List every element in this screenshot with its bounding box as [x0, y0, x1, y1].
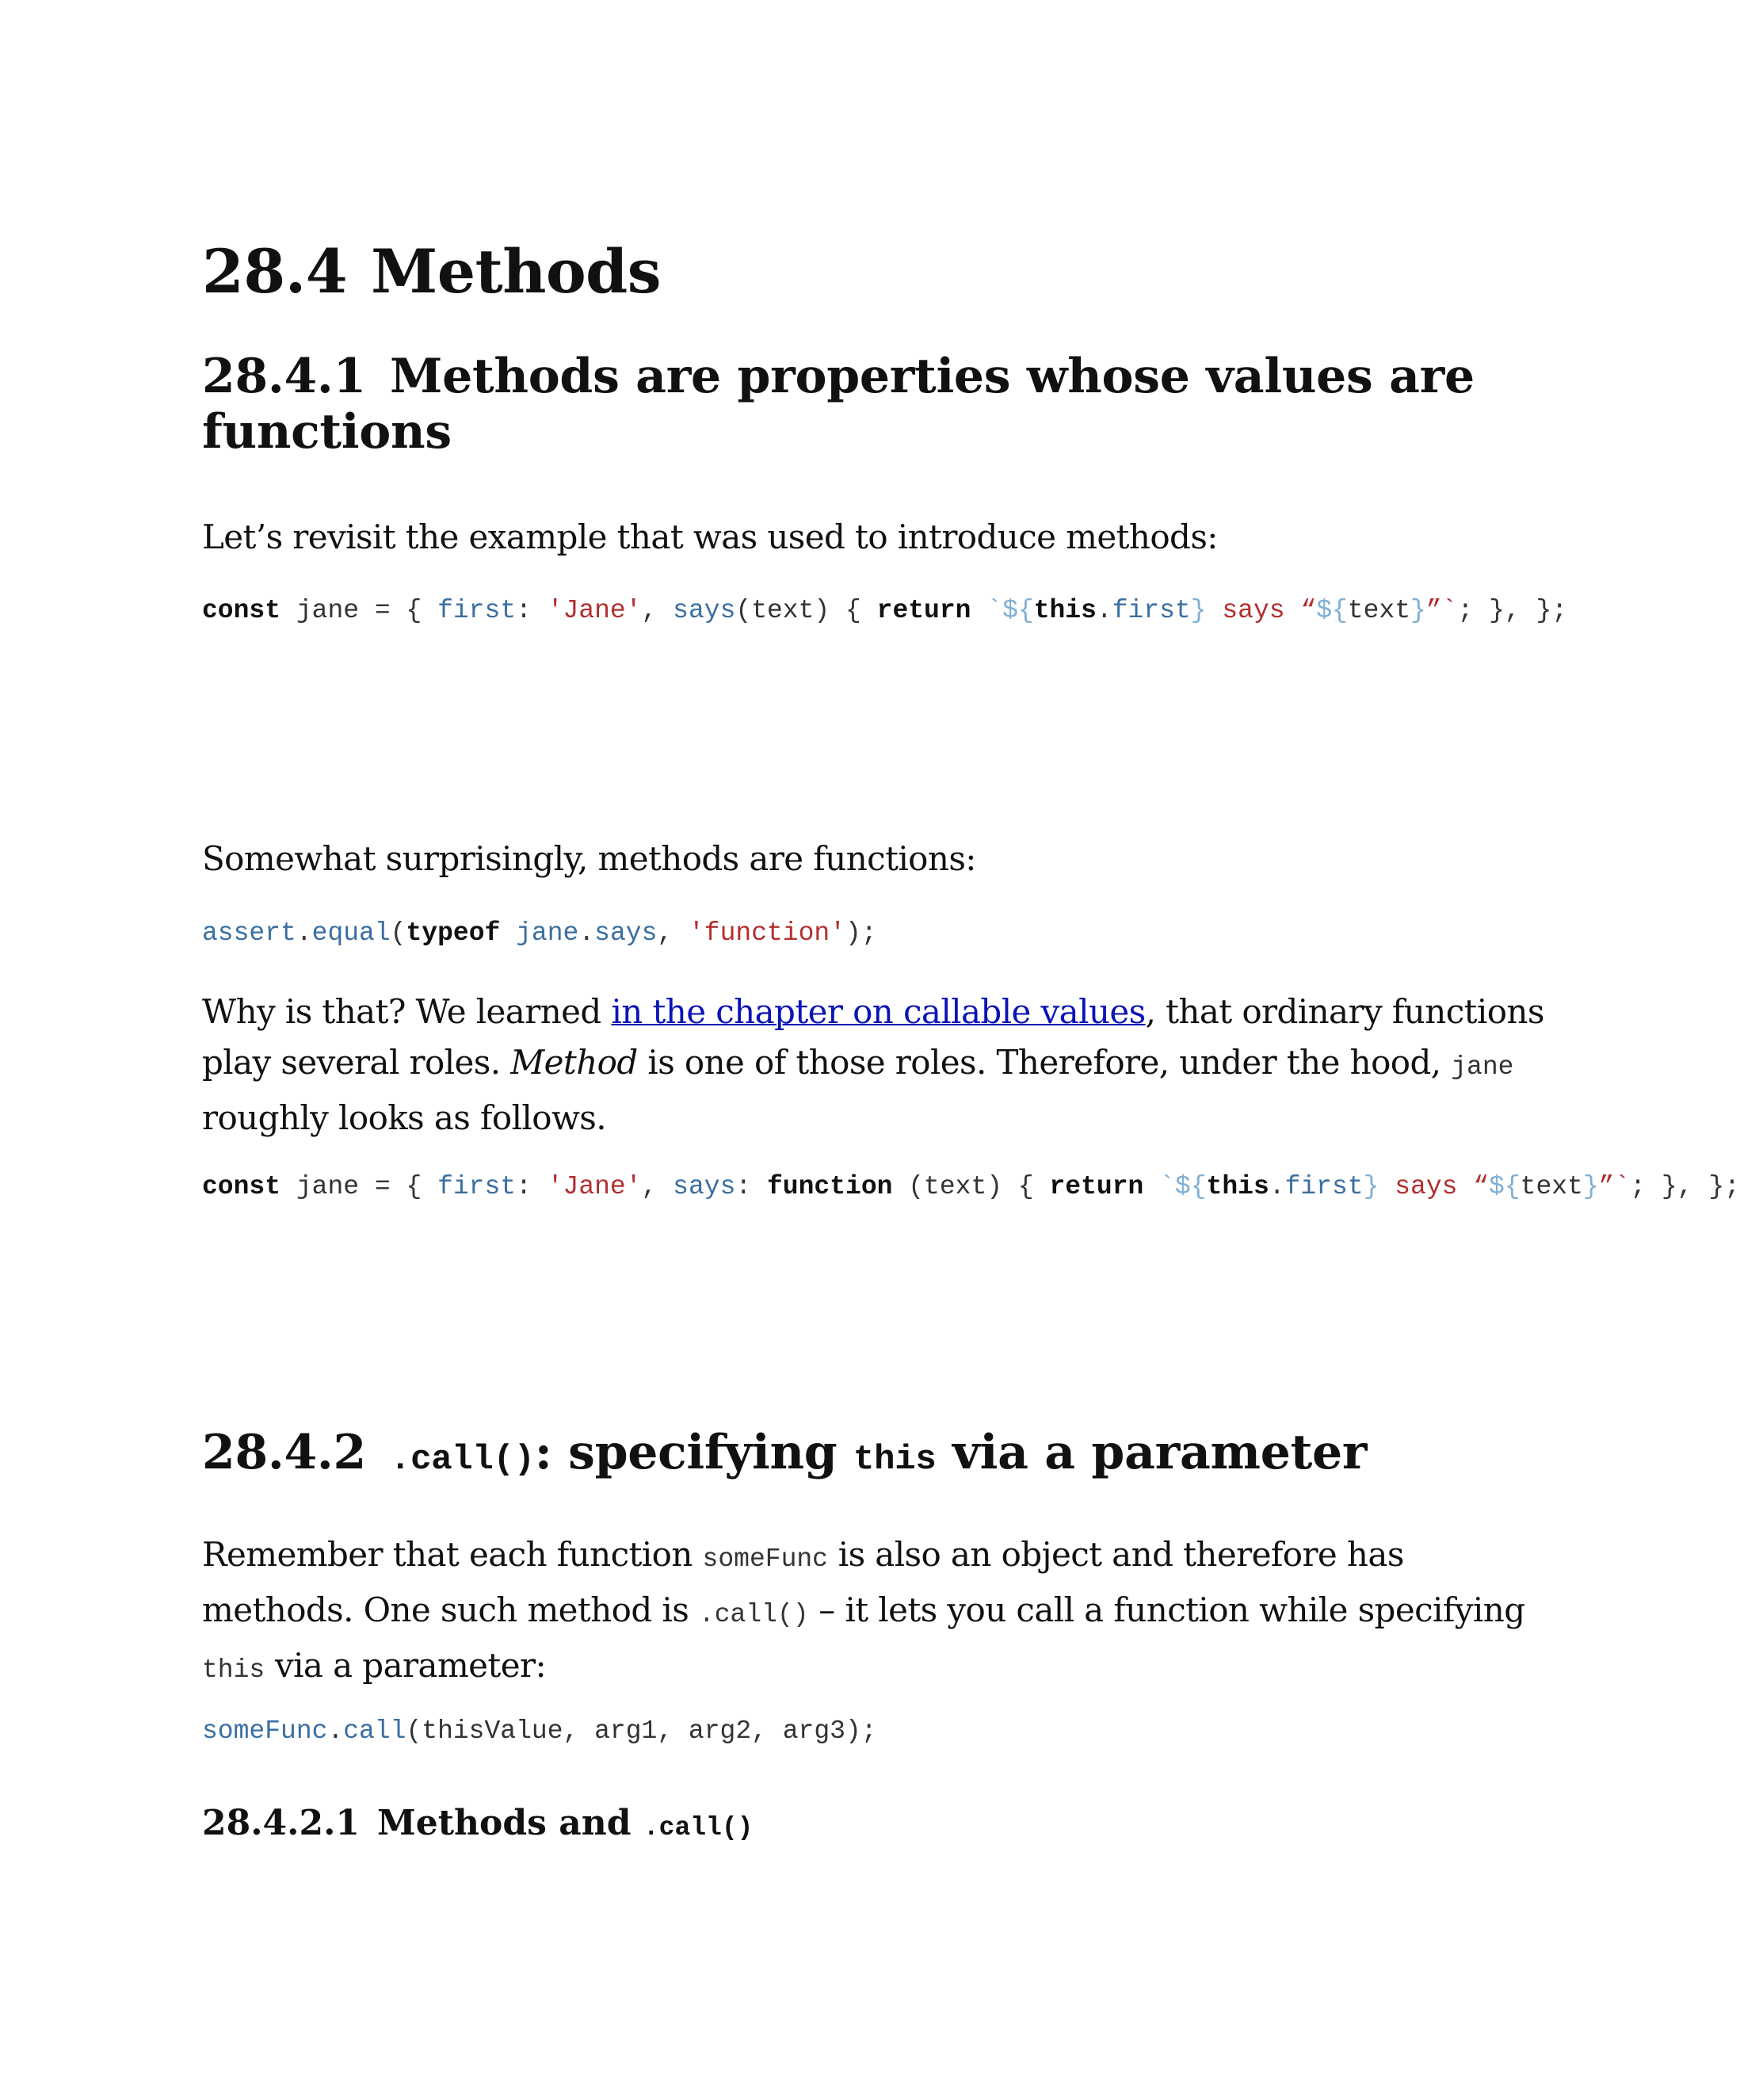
heading-code-call-small: .call() [643, 1813, 754, 1842]
subsubsection-number: 28.4.2.1 [202, 1803, 361, 1843]
section-number: 28.4 [202, 236, 348, 307]
section-heading [202, 234, 661, 310]
call-paragraph: Remember that each function someFunc is also an object and therefore has methods. One such method is .call() – it lets you call a function while specifying this via a parameter: [202, 1535, 1525, 1685]
subsection-heading [202, 349, 1475, 460]
heading-code-call: .call() [389, 1440, 535, 1480]
method-emphasis: Method [510, 1043, 638, 1082]
code-assert-line: assert.equal(typeof jane.says, 'function'); [202, 918, 877, 948]
subsection-title-line1: Methods are properties whose values are [389, 349, 1475, 404]
heading-code-this: this [853, 1440, 937, 1480]
subsection-number: 28.4.1 [202, 349, 366, 404]
inline-code-jane: jane [1451, 1052, 1514, 1082]
intro-paragraph: Let’s revisit the example that was used to introduce methods: [202, 517, 1218, 556]
subsection-title-line2: functions [202, 404, 452, 460]
call-subsection-number: 28.4.2 [202, 1425, 366, 1480]
call-subsection-heading: 28.4.2 .call(): specifying this via a parameter [202, 1425, 1368, 1480]
code-call-line: someFunc.call(thisValue, arg1, arg2, arg3); [202, 1716, 877, 1746]
inline-code-call: .call() [698, 1600, 809, 1629]
inline-code-this: this [202, 1655, 265, 1685]
code-block-jane: const jane = { first: 'Jane', says(text) { return `${this.first} says “${text}”`; }, }; [202, 596, 1568, 625]
surprise-paragraph: Somewhat surprisingly, methods are functions: [202, 839, 976, 878]
explanation-paragraph: Why is that? We learned in the chapter on callable values, that ordinary functions play several roles. Method is one of those roles. Therefore, under the hood, jane roughly looks as follows. [202, 992, 1544, 1137]
code-block-jane-function: const jane = { first: 'Jane', says: function (text) { return `${this.first} says “${text}”`; }, }; [202, 1172, 1740, 1201]
callable-values-link[interactable]: in the chapter on callable values [611, 992, 1146, 1031]
inline-code-somefunc: someFunc [702, 1544, 828, 1574]
section-title: Methods [371, 236, 662, 307]
subsubsection-heading: 28.4.2.1 Methods and .call() [202, 1803, 754, 1843]
